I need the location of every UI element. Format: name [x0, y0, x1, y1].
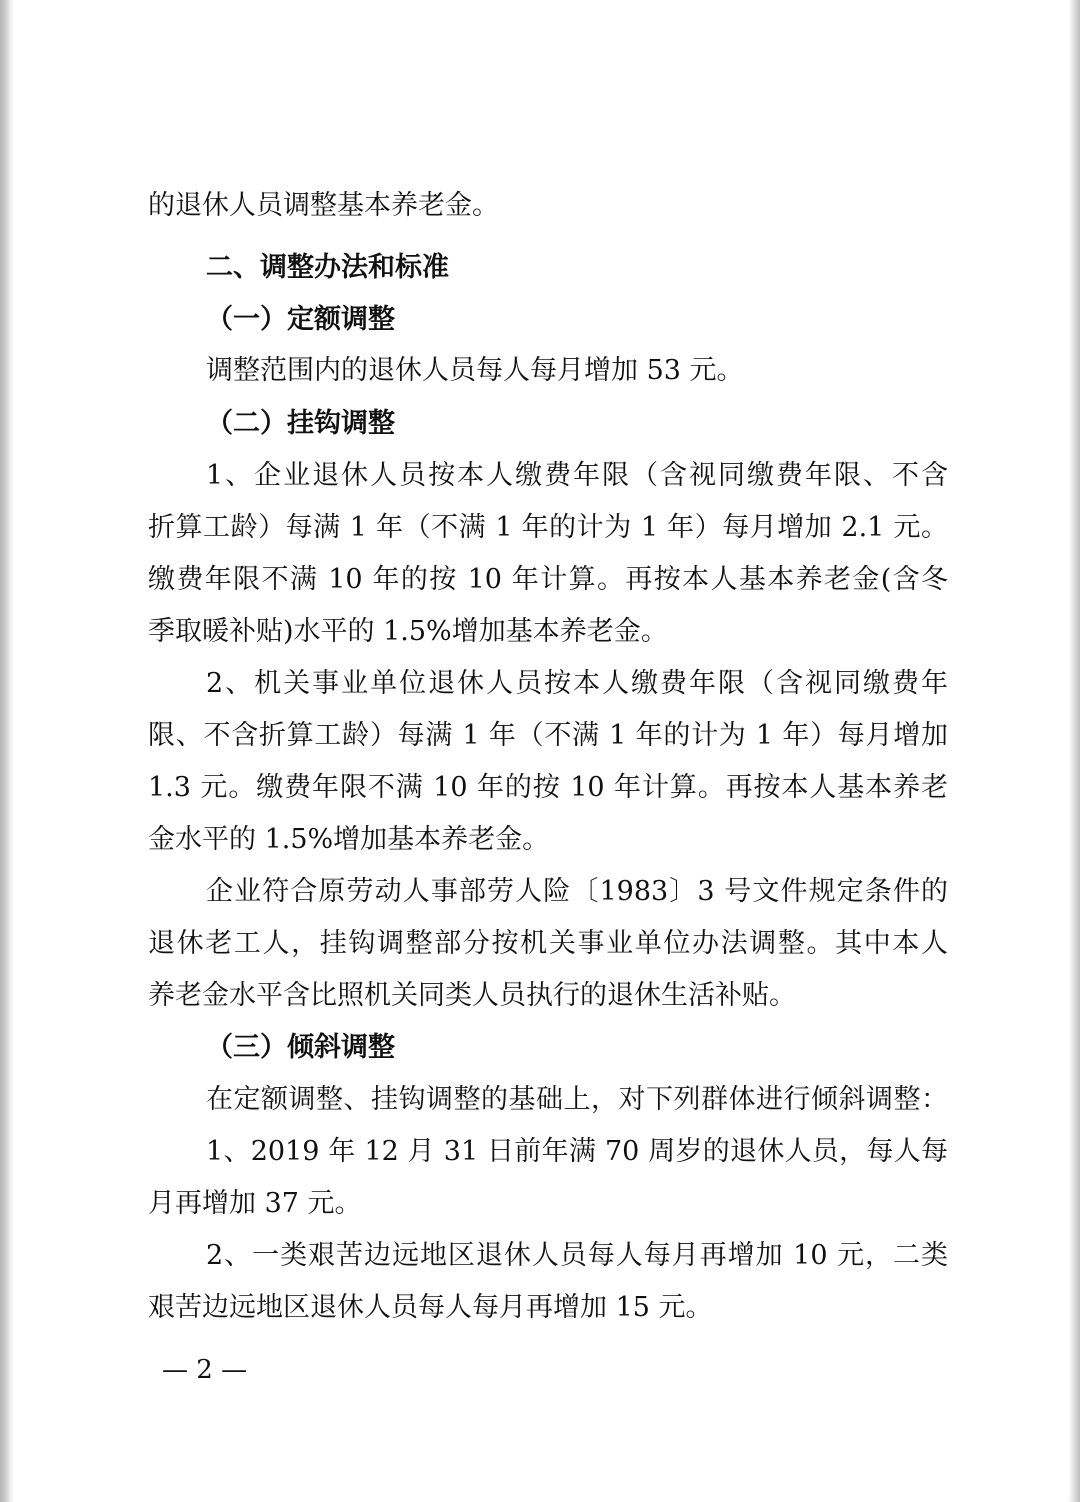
paragraph-line: 1.3 元。缴费年限不满 10 年的按 10 年计算。再按本人基本养老 [148, 772, 948, 803]
paragraph-line: 金水平的 1.5%增加基本养老金。 [148, 824, 550, 855]
section-heading: 二、调整办法和标准 [206, 252, 449, 283]
paragraph-line: 企业符合原劳动人事部劳人险〔1983〕3 号文件规定条件的 [206, 876, 948, 907]
paragraph-line: 艰苦边远地区退休人员每人每月再增加 15 元。 [148, 1292, 713, 1323]
scan-edge-left [0, 0, 14, 1502]
paragraph-line: 在定额调整、挂钩调整的基础上，对下列群体进行倾斜调整： [206, 1084, 948, 1115]
page-number: — 2 — [162, 1355, 248, 1385]
paragraph-line: 养老金水平含比照机关同类人员执行的退休生活补贴。 [148, 980, 796, 1011]
paragraph-line: 1、企业退休人员按本人缴费年限（含视同缴费年限、不含 [206, 460, 948, 491]
paragraph-line: 折算工龄）每满 1 年（不满 1 年的计为 1 年）每月增加 2.1 元。 [148, 512, 948, 543]
paragraph-line: 2、机关事业单位退休人员按本人缴费年限（含视同缴费年 [206, 668, 948, 699]
paragraph-line: 1、2019 年 12 月 31 日前年满 70 周岁的退休人员，每人每 [206, 1136, 948, 1167]
paragraph-line: 缴费年限不满 10 年的按 10 年计算。再按本人基本养老金(含冬 [148, 564, 948, 595]
paragraph-line: 退休老工人，挂钩调整部分按机关事业单位办法调整。其中本人 [148, 928, 948, 959]
paragraph-line: 月再增加 37 元。 [148, 1188, 362, 1219]
paragraph-line: 调整范围内的退休人员每人每月增加 53 元。 [206, 355, 744, 386]
subsection-heading: （二）挂钩调整 [206, 408, 395, 439]
paragraph-line: 2、一类艰苦边远地区退休人员每人每月再增加 10 元，二类 [206, 1240, 948, 1271]
paragraph-line: 限、不含折算工龄）每满 1 年（不满 1 年的计为 1 年）每月增加 [148, 720, 948, 751]
scan-edge-right [1068, 0, 1080, 1502]
paragraph-line: 的退休人员调整基本养老金。 [148, 190, 499, 221]
subsection-heading: （三）倾斜调整 [206, 1032, 395, 1063]
paragraph-line: 季取暖补贴)水平的 1.5%增加基本养老金。 [148, 616, 668, 647]
subsection-heading: （一）定额调整 [206, 304, 395, 335]
